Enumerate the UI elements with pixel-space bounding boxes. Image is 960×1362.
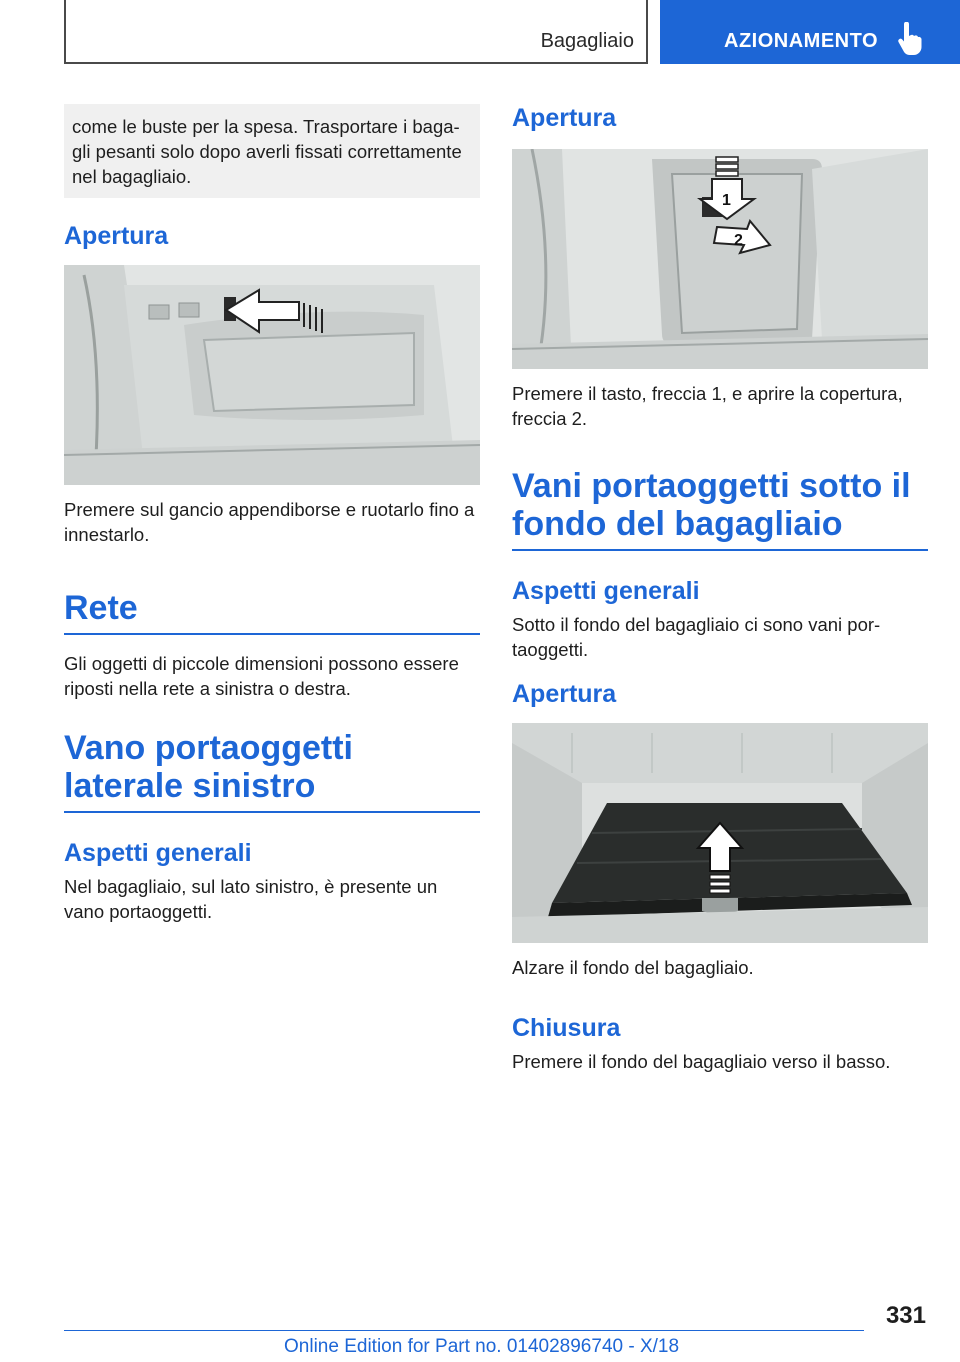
heading-aspetti-generali: Aspetti generali xyxy=(64,839,252,867)
heading-apertura-right: Apertura xyxy=(512,104,617,132)
figure-bag-hook xyxy=(64,265,480,485)
paragraph-chiusura: Premere il fondo del bagagliaio verso il basso. xyxy=(512,1051,891,1072)
figure-label-2: 2 xyxy=(734,232,743,249)
heading-apertura: Apertura xyxy=(64,222,169,250)
heading-aspetti-generali-right: Aspetti generali xyxy=(512,577,700,605)
paragraph-apertura: Premere sul gancio appendiborse e ruotarlo fino a innestarlo. xyxy=(64,499,475,545)
footer-divider xyxy=(64,1330,864,1331)
notice-text: come le buste per la spesa. Trasportare i bagagli pesanti solo dopo averli fissati correttamente nel bagagliaio. xyxy=(72,116,462,187)
heading-chiusura: Chiusura xyxy=(512,1014,621,1042)
chapter-tab-label: AZIONAMENTO xyxy=(724,30,879,52)
notice-box xyxy=(64,104,480,198)
pointing-hand-icon xyxy=(896,22,922,56)
paragraph-apertura-right: Premere il tasto, freccia 1, e aprire la copertura, freccia 2. xyxy=(512,383,903,429)
heading-rete: Rete xyxy=(64,589,480,635)
heading-apertura-2: Apertura xyxy=(512,680,617,708)
section-title: Bagagliaio xyxy=(540,30,634,52)
page-number: 331 xyxy=(885,1302,926,1329)
heading-vano-laterale: Vano portaoggetti laterale sinistro xyxy=(64,729,480,813)
paragraph-aspetti-generali-right: Sotto il fondo del bagagliaio ci sono vani portaoggetti. xyxy=(512,614,881,660)
paragraph-alzare: Alzare il fondo del bagagliaio. xyxy=(512,957,754,978)
footer-edition: Online Edition for Part no. 01402896740 - X/18 xyxy=(284,1336,680,1357)
paragraph-rete: Gli oggetti di piccole dimensioni possono essere riposti nella rete a sinistra o destra. xyxy=(64,653,459,699)
heading-vani-fondo: Vani portaoggetti sotto il fondo del bagagliaio xyxy=(512,467,928,551)
right-column xyxy=(512,104,928,1074)
left-column xyxy=(64,104,480,924)
figure-trunk-floor xyxy=(512,723,928,943)
figure-side-compartment xyxy=(512,149,928,369)
chapter-tab[interactable] xyxy=(660,0,960,64)
figure-label-1: 1 xyxy=(722,192,731,209)
paragraph-aspetti-generali: Nel bagagliaio, sul lato sinistro, è presente un vano portaoggetti. xyxy=(64,876,438,922)
